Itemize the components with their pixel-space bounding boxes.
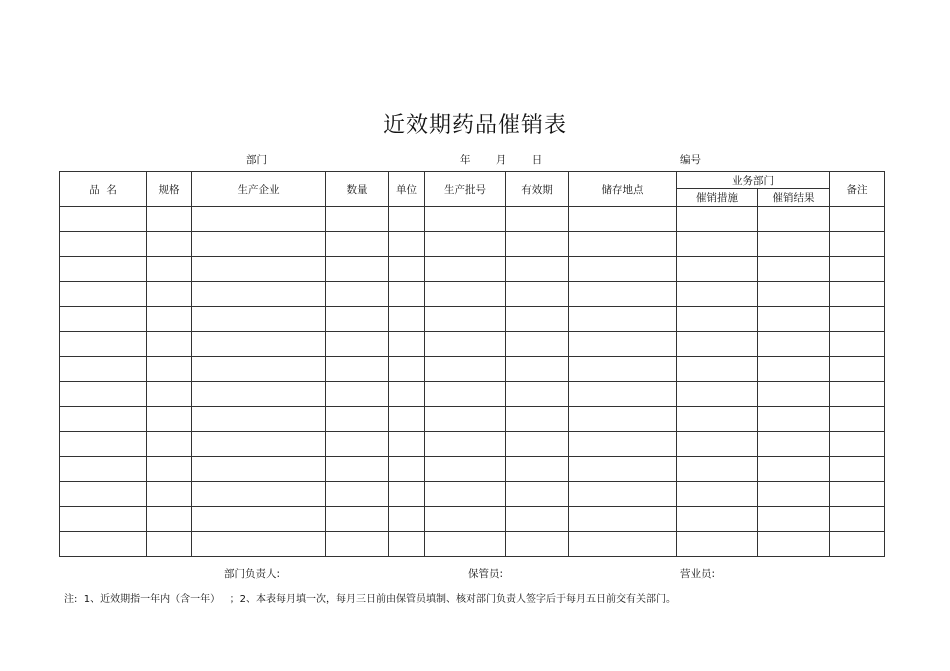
table-cell[interactable] (147, 532, 192, 557)
header-business-dept: 业务部门 (677, 172, 830, 189)
footnote: 注: 1、近效期指一年内（含一年） ；2、本表每月填一次，每月三日前由保管员填制、核对部门负责人签字后于每月五日前交有关部门。 (64, 594, 676, 605)
table-cell[interactable] (569, 207, 677, 232)
table-cell[interactable] (506, 507, 569, 532)
header-batch: 生产批号 (425, 172, 506, 207)
table-cell[interactable] (758, 407, 830, 432)
table-cell[interactable] (425, 407, 506, 432)
table-cell[interactable] (192, 507, 326, 532)
table-cell[interactable] (60, 257, 147, 282)
table-cell[interactable] (192, 457, 326, 482)
table-cell[interactable] (677, 232, 758, 257)
table-row (60, 482, 885, 507)
table-row (60, 282, 885, 307)
table-cell[interactable] (147, 232, 192, 257)
table-cell[interactable] (60, 232, 147, 257)
table-cell[interactable] (425, 382, 506, 407)
table-cell[interactable] (506, 257, 569, 282)
table-row (60, 232, 885, 257)
table-cell[interactable] (425, 432, 506, 457)
table-cell[interactable] (192, 357, 326, 382)
table-cell[interactable] (60, 382, 147, 407)
table-cell[interactable] (830, 207, 885, 232)
table-cell[interactable] (389, 357, 425, 382)
table-cell[interactable] (147, 382, 192, 407)
table-cell[interactable] (192, 232, 326, 257)
table-cell[interactable] (389, 407, 425, 432)
table-cell[interactable] (60, 532, 147, 557)
table-cell[interactable] (677, 507, 758, 532)
table-cell[interactable] (569, 457, 677, 482)
table-cell[interactable] (192, 332, 326, 357)
table-cell[interactable] (60, 457, 147, 482)
table-row (60, 507, 885, 532)
table-cell[interactable] (326, 482, 389, 507)
table-cell[interactable] (758, 507, 830, 532)
table-cell[interactable] (389, 432, 425, 457)
table-cell[interactable] (192, 207, 326, 232)
table-cell[interactable] (677, 532, 758, 557)
table-cell[interactable] (569, 407, 677, 432)
table-cell[interactable] (425, 307, 506, 332)
table-cell[interactable] (506, 357, 569, 382)
table-cell[interactable] (677, 332, 758, 357)
table-cell[interactable] (192, 432, 326, 457)
table-cell[interactable] (758, 307, 830, 332)
header-unit: 单位 (389, 172, 425, 207)
dept-head-label: 部门负责人: (224, 568, 281, 580)
table-cell[interactable] (326, 282, 389, 307)
table-cell[interactable] (677, 457, 758, 482)
date-labels (460, 152, 564, 167)
table-cell[interactable] (389, 282, 425, 307)
table-cell[interactable] (830, 432, 885, 457)
table-cell[interactable] (569, 332, 677, 357)
table-cell[interactable] (147, 307, 192, 332)
table-cell[interactable] (830, 257, 885, 282)
table-cell[interactable] (389, 307, 425, 332)
table-cell[interactable] (389, 482, 425, 507)
table-cell[interactable] (326, 307, 389, 332)
table-cell[interactable] (569, 382, 677, 407)
table-cell[interactable] (506, 232, 569, 257)
header-expiry: 有效期 (506, 172, 569, 207)
table-cell[interactable] (60, 282, 147, 307)
table-cell[interactable] (830, 232, 885, 257)
table-cell[interactable] (326, 532, 389, 557)
table-cell[interactable] (425, 482, 506, 507)
table-cell[interactable] (758, 382, 830, 407)
table-cell[interactable] (830, 307, 885, 332)
table-cell[interactable] (569, 357, 677, 382)
table-cell[interactable] (60, 507, 147, 532)
table-row (60, 407, 885, 432)
table-row (60, 207, 885, 232)
table-cell[interactable] (425, 332, 506, 357)
table-cell[interactable] (758, 232, 830, 257)
table-cell[interactable] (389, 207, 425, 232)
table-cell[interactable] (506, 482, 569, 507)
table-cell[interactable] (147, 407, 192, 432)
table-cell[interactable] (830, 382, 885, 407)
table-cell[interactable] (60, 307, 147, 332)
table-cell[interactable] (830, 532, 885, 557)
table-cell[interactable] (425, 257, 506, 282)
table-cell[interactable] (758, 332, 830, 357)
table-cell[interactable] (677, 282, 758, 307)
salesperson-label: 营业员: (680, 568, 716, 580)
table-cell[interactable] (506, 457, 569, 482)
table-cell[interactable] (830, 457, 885, 482)
table-row (60, 307, 885, 332)
table-cell[interactable] (389, 532, 425, 557)
table-cell[interactable] (569, 307, 677, 332)
table-cell[interactable] (147, 432, 192, 457)
table-cell[interactable] (60, 407, 147, 432)
table-cell[interactable] (326, 382, 389, 407)
table-cell[interactable] (192, 407, 326, 432)
keeper-label: 保管员: (468, 568, 504, 580)
table-cell[interactable] (425, 532, 506, 557)
table-cell[interactable] (326, 432, 389, 457)
table-cell[interactable] (758, 457, 830, 482)
table-row (60, 257, 885, 282)
table-cell[interactable] (506, 282, 569, 307)
table-body (60, 207, 885, 557)
header-spec: 规格 (147, 172, 192, 207)
table-cell[interactable] (830, 507, 885, 532)
table-cell[interactable] (758, 282, 830, 307)
table-cell[interactable] (677, 207, 758, 232)
header-remarks: 备注 (830, 172, 885, 207)
code-label: 编号 (680, 154, 701, 166)
table-cell[interactable] (147, 482, 192, 507)
table-cell[interactable] (569, 507, 677, 532)
table-cell[interactable] (830, 482, 885, 507)
table-cell[interactable] (389, 457, 425, 482)
table-cell[interactable] (326, 357, 389, 382)
table-cell[interactable] (326, 407, 389, 432)
table-cell[interactable] (389, 232, 425, 257)
table-cell[interactable] (60, 482, 147, 507)
table-cell[interactable] (569, 282, 677, 307)
table-cell[interactable] (677, 432, 758, 457)
table-cell[interactable] (147, 332, 192, 357)
table-cell[interactable] (192, 382, 326, 407)
table-cell[interactable] (326, 257, 389, 282)
table-cell[interactable] (147, 207, 192, 232)
table-cell[interactable] (677, 357, 758, 382)
header-name: 品 名 (60, 172, 147, 207)
table-cell[interactable] (677, 307, 758, 332)
table-cell[interactable] (326, 207, 389, 232)
table-cell[interactable] (389, 507, 425, 532)
table-row (60, 332, 885, 357)
table-cell[interactable] (192, 482, 326, 507)
table-cell[interactable] (506, 432, 569, 457)
dept-label: 部门 (246, 154, 267, 166)
table-cell[interactable] (389, 257, 425, 282)
table-cell[interactable] (506, 532, 569, 557)
table-cell[interactable] (758, 532, 830, 557)
table-row (60, 357, 885, 382)
table-cell[interactable] (830, 332, 885, 357)
page-title: 近效期药品催销表 (382, 113, 567, 138)
table-cell[interactable] (425, 232, 506, 257)
table-cell[interactable] (326, 457, 389, 482)
table-cell[interactable] (192, 282, 326, 307)
table-cell[interactable] (326, 332, 389, 357)
table-cell[interactable] (326, 507, 389, 532)
month-label: 月 (495, 154, 507, 166)
table-cell[interactable] (147, 257, 192, 282)
year-label: 年 (460, 154, 471, 166)
table-cell[interactable] (326, 232, 389, 257)
table-cell[interactable] (569, 432, 677, 457)
header-manufacturer: 生产企业 (192, 172, 326, 207)
table-cell[interactable] (569, 232, 677, 257)
table-cell[interactable] (60, 432, 147, 457)
table-cell[interactable] (569, 482, 677, 507)
table-cell[interactable] (569, 532, 677, 557)
table-row (60, 432, 885, 457)
table-cell[interactable] (506, 332, 569, 357)
table-cell[interactable] (758, 482, 830, 507)
table-cell[interactable] (758, 207, 830, 232)
table-cell[interactable] (192, 307, 326, 332)
table-cell[interactable] (506, 207, 569, 232)
table-cell[interactable] (147, 282, 192, 307)
table-cell[interactable] (425, 357, 506, 382)
table-cell[interactable] (60, 332, 147, 357)
table-cell[interactable] (425, 282, 506, 307)
table-cell[interactable] (758, 257, 830, 282)
table-cell[interactable] (569, 257, 677, 282)
table-cell[interactable] (60, 207, 147, 232)
table-cell[interactable] (677, 407, 758, 432)
table-cell[interactable] (830, 407, 885, 432)
header-quantity: 数量 (326, 172, 389, 207)
table-cell[interactable] (425, 457, 506, 482)
table-cell[interactable] (506, 407, 569, 432)
table-cell[interactable] (677, 257, 758, 282)
table-cell[interactable] (758, 432, 830, 457)
header-storage: 储存地点 (569, 172, 677, 207)
day-label: 日 (531, 154, 543, 166)
table-cell[interactable] (506, 382, 569, 407)
table-cell[interactable] (425, 507, 506, 532)
table-cell[interactable] (147, 457, 192, 482)
table-cell[interactable] (147, 507, 192, 532)
table-cell[interactable] (830, 357, 885, 382)
table-cell[interactable] (506, 307, 569, 332)
table-cell[interactable] (389, 332, 425, 357)
table-cell[interactable] (758, 357, 830, 382)
table-cell[interactable] (425, 207, 506, 232)
table-row (60, 532, 885, 557)
header-measures: 催销措施 (677, 189, 758, 207)
table-cell[interactable] (677, 382, 758, 407)
table-cell[interactable] (677, 482, 758, 507)
promotion-table (59, 171, 885, 557)
table-cell[interactable] (830, 282, 885, 307)
table-cell[interactable] (60, 357, 147, 382)
table-cell[interactable] (147, 357, 192, 382)
table-cell[interactable] (192, 532, 326, 557)
table-cell[interactable] (389, 382, 425, 407)
table-cell[interactable] (192, 257, 326, 282)
table-row (60, 457, 885, 482)
table-row (60, 382, 885, 407)
header-results: 催销结果 (758, 189, 830, 207)
